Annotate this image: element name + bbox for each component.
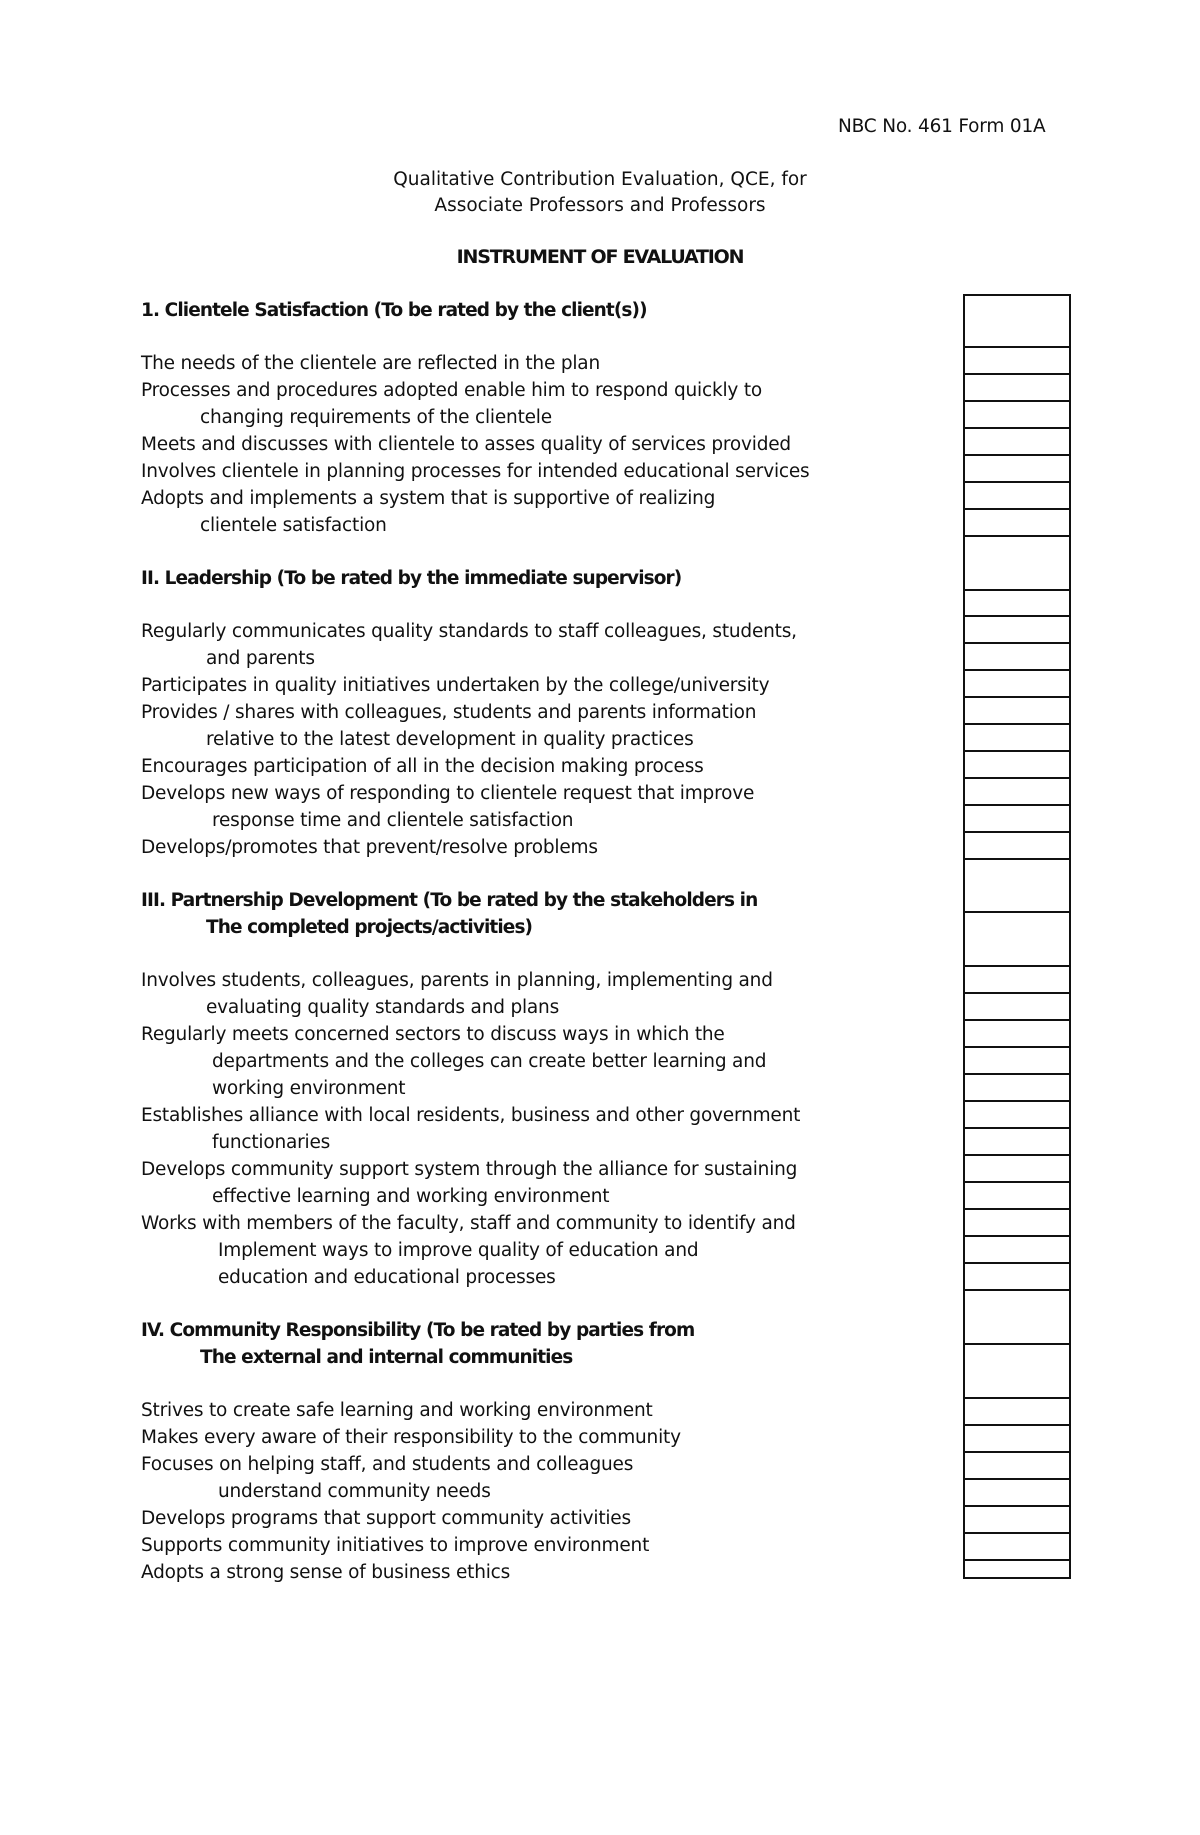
section1-item-continuation: changing requirements of the clientele [200, 407, 552, 428]
section2-item: Develops new ways of responding to clientele request that improve [141, 783, 755, 804]
section1-item: Involves clientele in planning processes for intended educational services [141, 461, 810, 482]
rating-cell-divider [963, 777, 1071, 779]
rating-cell-divider [963, 589, 1071, 591]
section3-item-continuation: working environment [212, 1078, 406, 1099]
section2-item: Regularly communicates quality standards to staff colleagues, students, [141, 621, 797, 642]
rating-cell-divider [963, 696, 1071, 698]
section3-item-continuation: Implement ways to improve quality of education and [218, 1240, 699, 1261]
rating-cell-divider [963, 1181, 1071, 1183]
rating-cell-divider [963, 400, 1071, 402]
section4-heading: IV. Community Responsibility (To be rated by parties from [141, 1320, 695, 1341]
section1-item: Processes and procedures adopted enable him to respond quickly to [141, 380, 763, 401]
section3-item: Establishes alliance with local residents, business and other government [141, 1105, 801, 1126]
rating-cell-divider [963, 723, 1071, 725]
rating-cell-divider [963, 1262, 1071, 1264]
section2-item-continuation: relative to the latest development in quality practices [206, 729, 694, 750]
rating-cell-divider [963, 1397, 1071, 1399]
section1-heading: 1. Clientele Satisfaction (To be rated by the client(s)) [141, 300, 647, 321]
form-title-line1: Qualitative Contribution Evaluation, QCE, for [393, 169, 807, 190]
form-title-line2: Associate Professors and Professors [434, 195, 766, 216]
section3-item: Regularly meets concerned sectors to discuss ways in which the [141, 1024, 725, 1045]
rating-cell-divider [963, 992, 1071, 994]
section3-item-continuation: education and educational processes [218, 1267, 556, 1288]
section4-item: Supports community initiatives to improve environment [141, 1535, 650, 1556]
rating-cell-divider [963, 1505, 1071, 1507]
rating-cell-divider [963, 858, 1071, 860]
rating-cell-divider [963, 1289, 1071, 1291]
rating-cell-divider [963, 1451, 1071, 1453]
rating-cell-divider [963, 804, 1071, 806]
rating-cell-divider [963, 669, 1071, 671]
rating-cell-divider [963, 642, 1071, 644]
section4-item: Develops programs that support community activities [141, 1508, 631, 1529]
section3-item-continuation: departments and the colleges can create better learning and [212, 1051, 767, 1072]
section1-item: The needs of the clientele are reflected in the plan [141, 353, 600, 374]
section4-item: Adopts a strong sense of business ethics [141, 1562, 511, 1583]
instrument-heading: INSTRUMENT OF EVALUATION [456, 246, 744, 268]
section4-item: Strives to create safe learning and working environment [141, 1400, 653, 1421]
rating-cell-divider [963, 750, 1071, 752]
rating-column [963, 294, 1071, 1579]
section3-item: Works with members of the faculty, staff and community to identify and [141, 1213, 796, 1234]
rating-cell-divider [963, 535, 1071, 537]
section1-item-continuation: clientele satisfaction [200, 515, 387, 536]
rating-cell-divider [963, 508, 1071, 510]
rating-cell-divider [963, 373, 1071, 375]
rating-cell-divider [963, 1208, 1071, 1210]
rating-cell-divider [963, 1073, 1071, 1075]
rating-cell-divider [963, 1559, 1071, 1561]
rating-cell-divider [963, 294, 1071, 296]
rating-cell-divider [963, 1154, 1071, 1156]
section1-item: Adopts and implements a system that is supportive of realizing [141, 488, 716, 509]
section2-heading: II. Leadership (To be rated by the immediate supervisor) [141, 568, 682, 589]
rating-cell-divider [963, 346, 1071, 348]
rating-cell-divider [963, 481, 1071, 483]
section3-item-continuation: effective learning and working environment [212, 1186, 610, 1207]
rating-cell-divider [963, 427, 1071, 429]
section2-item: Participates in quality initiatives undertaken by the college/university [141, 675, 770, 696]
rating-cell-divider [963, 1532, 1071, 1534]
rating-cell-divider [963, 1100, 1071, 1102]
section1-item: Meets and discusses with clientele to asses quality of services provided [141, 434, 791, 455]
section2-item-continuation: response time and clientele satisfaction [212, 810, 574, 831]
rating-cell-divider [963, 1127, 1071, 1129]
section4-item: Makes every aware of their responsibility to the community [141, 1427, 681, 1448]
rating-cell-divider [963, 1424, 1071, 1426]
rating-cell-divider [963, 965, 1071, 967]
rating-cell-divider [963, 1019, 1071, 1021]
section4-heading-continuation: The external and internal communities [200, 1347, 573, 1368]
rating-cell-divider [963, 911, 1071, 913]
rating-cell-divider [963, 1343, 1071, 1345]
section3-heading: III. Partnership Development (To be rated by the stakeholders in [141, 890, 758, 911]
section2-item: Encourages participation of all in the decision making process [141, 756, 704, 777]
section2-item-continuation: and parents [206, 648, 315, 669]
section4-item-continuation: understand community needs [218, 1481, 491, 1502]
section4-item: Focuses on helping staff, and students and colleagues [141, 1454, 634, 1475]
section2-item: Provides / shares with colleagues, students and parents information [141, 702, 757, 723]
section3-item: Involves students, colleagues, parents in planning, implementing and [141, 970, 773, 991]
rating-cell-divider [963, 1478, 1071, 1480]
form-number: NBC No. 461 Form 01A [838, 116, 1046, 137]
section3-item-continuation: functionaries [212, 1132, 331, 1153]
rating-cell-divider [963, 1235, 1071, 1237]
rating-cell-divider [963, 454, 1071, 456]
rating-cell-divider [963, 1046, 1071, 1048]
rating-cell-divider [963, 615, 1071, 617]
section2-item: Develops/promotes that prevent/resolve problems [141, 837, 598, 858]
section3-heading-continuation: The completed projects/activities) [206, 917, 533, 938]
section3-item-continuation: evaluating quality standards and plans [206, 997, 560, 1018]
section3-item: Develops community support system through the alliance for sustaining [141, 1159, 798, 1180]
rating-cell-divider [963, 831, 1071, 833]
